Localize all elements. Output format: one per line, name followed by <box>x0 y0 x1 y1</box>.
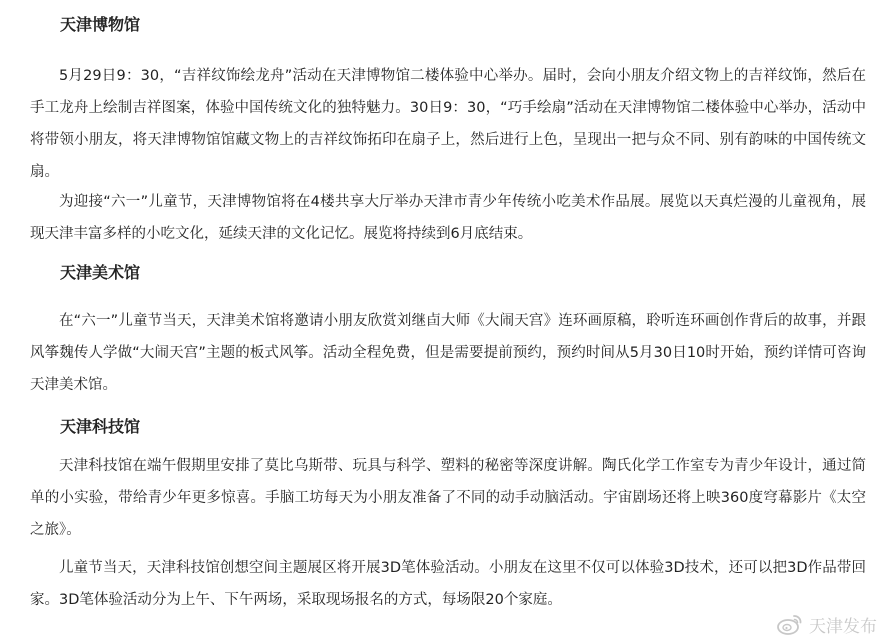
section-title-tianjin-museum: 天津博物馆 <box>60 15 141 34</box>
section-title-tianjin-art-museum: 天津美术馆 <box>60 263 141 282</box>
watermark-text: 天津发布 <box>809 616 877 637</box>
section-title-tianjin-science-museum: 天津科技馆 <box>60 417 141 436</box>
weibo-icon <box>777 613 803 635</box>
paragraph-science-museum-3d-pen: 儿童节当天，天津科技馆创想空间主题展区将开展3D笔体验活动。小朋友在这里不仅可以体验3D技术，还可以把3D作品带回家。3D笔体验活动分为上午、下午两场，采取现场报名的方式，每场限20个家庭。 <box>30 560 866 608</box>
watermark <box>777 610 877 638</box>
paragraph-museum-exhibition: 为迎接“六一”儿童节，天津博物馆将在4楼共享大厅举办天津市青少年传统小吃美术作品展。展览以天真烂漫的儿童视角，展现天津丰富多样的小吃文化，延续天津的文化记忆。展览将持续到6月底结束。 <box>30 194 866 242</box>
paragraph-museum-dragon-boat: 5月29日9：30，“吉祥纹饰绘龙舟”活动在天津博物馆二楼体验中心举办。届时，会向小朋友介绍文物上的吉祥纹饰，然后在手工龙舟上绘制吉祥图案，体验中国传统文化的独特魅力。30日9：30，“巧手绘扇”活动在天津博物馆二楼体验中心举办，活动中将带领小朋友，将天津博物馆馆藏文物上的吉祥纹饰拓印在扇子上，然后进行上色，呈现出一把与众不同、别有韵味的中国传统文扇。 <box>30 68 866 180</box>
paragraph-art-museum-event: 在“六一”儿童节当天，天津美术馆将邀请小朋友欣赏刘继卣大师《大闹天宫》连环画原稿，聆听连环画创作背后的故事，并跟风筝魏传人学做“大闹天宫”主题的板式风筝。活动全程免费，但是需要提前预约，预约时间从5月30日10时开始，预约详情可咨询天津美术馆。 <box>30 313 866 393</box>
paragraph-science-museum-lectures: 天津科技馆在端午假期里安排了莫比乌斯带、玩具与科学、塑料的秘密等深度讲解。陶氏化学工作室专为青少年设计，通过简单的小实验，带给青少年更多惊喜。手脑工坊每天为小朋友准备了不同的动手动脑活动。宇宙剧场还将上映360度穹幕影片《太空之旅》。 <box>30 458 866 538</box>
